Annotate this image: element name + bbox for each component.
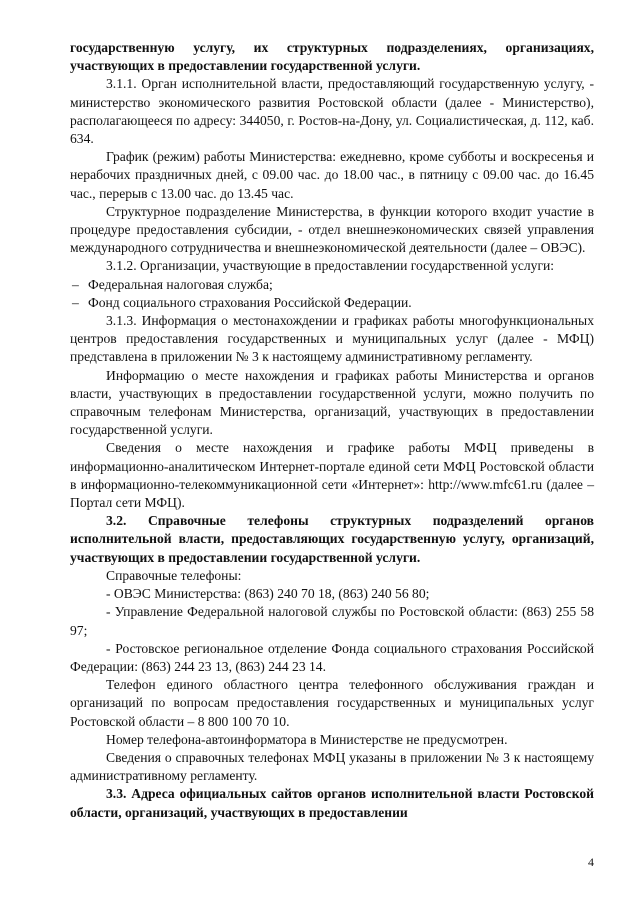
section-heading-3-3: 3.3. Адреса официальных сайтов органов исполнительной власти Ростовской области, организаций, участвующих в предоставлении — [70, 786, 594, 820]
phone-item: - Управление Федеральной налоговой службы по Ростовской области: (863) 255 58 97; — [70, 604, 594, 638]
section-heading-3-2: 3.2. Справочные телефоны структурных подразделений органов исполнительной власти, предоставляющих государственную услугу, организаций, участвующих в предоставлении государственной услуги. — [70, 513, 594, 565]
phone-item: - Ростовское региональное отделение Фонда социального страхования Российской Федерации: (863) 244 23 13, (863) 244 23 14. — [70, 640, 594, 674]
paragraph-info-location: Информацию о месте нахождения и графиках работы Министерства и органов власти, участвующих в предоставлении государственной услуги, можно получить по справочным телефонам Министерства, организаций, участвующих в предоставлении государственной услуги. — [70, 367, 594, 438]
document-body — [70, 39, 594, 822]
list-item: – Федеральная налоговая служба; — [70, 276, 594, 294]
list-item: – Фонд социального страхования Российской Федерации. — [70, 294, 594, 312]
paragraph-phones-label: Справочные телефоны: — [106, 567, 242, 583]
paragraph-3-1-1: 3.1.1. Орган исполнительной власти, предоставляющий государственную услугу, - министерство экономического развития Ростовской области (далее - Министерство), располагающееся по адресу: 344050, г. Ростов-на-Дону, ул. Социалистическая, д. 112, каб. 634. — [70, 76, 594, 147]
paragraph-structural-unit: Структурное подразделение Министерства, в функции которого входит участие в процедуре предоставления субсидии, - отдел внешнеэкономических связей управления международного сотрудничества и внешнеэкономической деятельности (далее – ОВЭС). — [70, 203, 594, 256]
paragraph-work-schedule: График (режим) работы Министерства: ежедневно, кроме субботы и воскресенья и нерабочих праздничных дней, с 09.00 час. до 18.00 час., в пятницу с 09.00 час. до 16.45 час., перерыв с 13.00 час. до 13.45 час. — [70, 149, 594, 201]
paragraph-call-center: Телефон единого областного центра телефонного обслуживания граждан и организаций по вопросам предоставления государственных и муниципальных услуг Ростовской области – 8 800 100 70 10. — [70, 677, 594, 729]
paragraph-mfc-phones: Сведения о справочных телефонах МФЦ указаны в приложении № 3 к настоящему административному регламенту. — [70, 749, 594, 784]
page-number: 4 — [588, 855, 594, 869]
phone-item: - ОВЭС Министерства: (863) 240 70 18, (863) 240 56 80; — [106, 586, 430, 602]
paragraph-3-1-3: 3.1.3. Информация о местонахождении и графиках работы многофункциональных центров предоставления государственных и муниципальных услуг (далее - МФЦ) представлена в приложении № 3 к настоящему административному регламенту. — [70, 313, 594, 365]
paragraph-autoinformer: Номер телефона-автоинформатора в Министерстве не предусмотрен. — [106, 731, 508, 747]
paragraph-mfc-portal: Сведения о месте нахождения и графике работы МФЦ приведены в информационно-аналитическом Интернет-портале единой сети МФЦ Ростовской области в информационно-телекоммуникационной сети «Интернет»: http://www.mfc61.ru (далее – Портал сети МФЦ). — [70, 440, 594, 511]
section-heading-continuation: государственную услугу, их структурных подразделениях, организациях, участвующих в предоставлении государственной услуги. — [70, 40, 594, 74]
paragraph-3-1-2: 3.1.2. Организации, участвующие в предоставлении государственной услуги: — [106, 258, 555, 274]
